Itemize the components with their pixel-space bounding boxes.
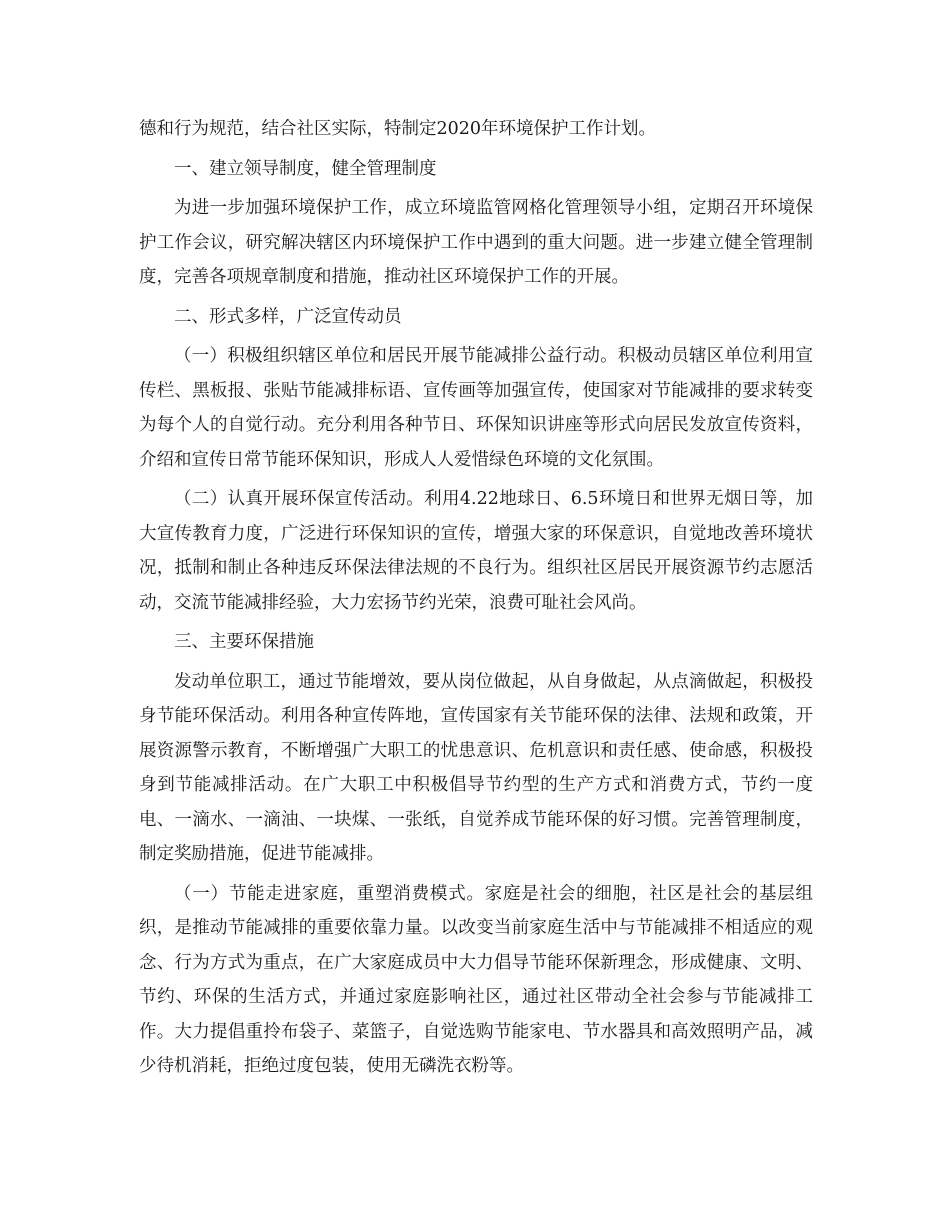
section-heading-2: 二、形式多样，广泛宣传动员 [174, 306, 402, 327]
section-heading-1: 一、建立领导制度，健全管理制度 [174, 158, 437, 179]
section-heading-3: 三、主要环保措施 [174, 632, 314, 652]
paragraph-measures: 发动单位职工，通过节能增效，要从岗位做起，从自身做起，从点滴做起，积极投身节能环保活动。利用各种宣传阵地，宣传国家有关节能环保的法律、法规和政策，开展资源警示教育，不断增强广大职工的忧患意识、危机意识和责任感、使命感，积极投身到节能减排活动。在广大职工中积极倡导节约型的生产方式和消费方式，节约一度电、一滴水、一滴油、一块煤、一张纸，自觉养成节能环保的好习惯。完善管理制度，制定奖励措施，促进节能减排。 [139, 671, 813, 864]
document-body [139, 112, 813, 1089]
paragraph-publicity-2: （二）认真开展环保宣传活动。利用4.22地球日、6.5环境日和世界无烟日等，加大宣传教育力度，广泛进行环保知识的宣传，增强大家的环保意识，自觉地改善环境状况，抵制和制止各种违反环保法律法规的不良行为。组织社区居民开展资源节约志愿活动，交流节能减排经验，大力宏扬节约光荣，浪费可耻社会风尚。 [139, 489, 813, 613]
paragraph-leadership: 为进一步加强环境保护工作，成立环境监管网格化管理领导小组，定期召开环境保护工作会议，研究解决辖区内环境保护工作中遇到的重大问题。进一步建立健全管理制度，完善各项规章制度和措施，推动社区环境保护工作的开展。 [139, 198, 813, 287]
paragraph-household: （一）节能走进家庭，重塑消费模式。家庭是社会的细胞，社区是社会的基层组织，是推动节能减排的重要依靠力量。以改变当前家庭生活中与节能减排不相适应的观念、行为方式为重点，在广大家庭成员中大力倡导节能环保新理念，形成健康、文明、节约、环保的生活方式，并通过家庭影响社区，通过社区带动全社会参与节能减排工作。大力提倡重拎布袋子、菜篮子，自觉选购节能家电、节水器具和高效照明产品，减少待机消耗，拒绝过度包装，使用无磷洗衣粉等。 [139, 883, 813, 1076]
paragraph-continuation: 德和行为规范，结合社区实际，特制定2020年环境保护工作计划。 [139, 119, 657, 139]
paragraph-publicity-1: （一）积极组织辖区单位和居民开展节能减排公益行动。积极动员辖区单位利用宣传栏、黑板报、张贴节能减排标语、宣传画等加强宣传，使国家对节能减排的要求转变为每个人的自觉行动。充分利用各种节日、环保知识讲座等形式向居民发放宣传资料，介绍和宣传日常节能环保知识，形成人人爱惜绿色环境的文化氛围。 [139, 346, 813, 470]
